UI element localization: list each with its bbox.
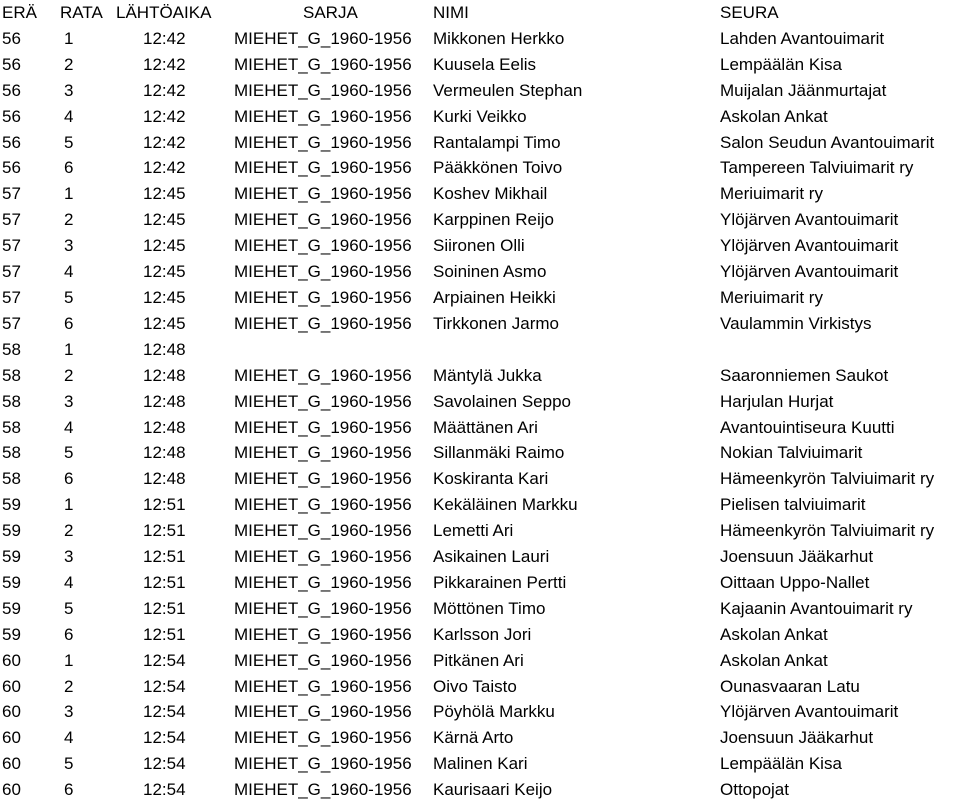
cell-sarja: MIEHET_G_1960-1956 xyxy=(234,780,412,800)
cell-nimi: Kekäläinen Markku xyxy=(433,495,578,515)
cell-sarja: MIEHET_G_1960-1956 xyxy=(234,287,412,307)
cell-nimi: Kaurisaari Keijo xyxy=(433,780,553,800)
cell-era: 57 xyxy=(2,210,21,230)
table-row xyxy=(0,207,960,233)
cell-nimi: Rantalampi Timo xyxy=(433,132,561,152)
cell-lahtoaika: 12:42 xyxy=(143,28,186,48)
cell-seura: Ylöjärven Avantouimarit xyxy=(720,702,899,722)
cell-era: 59 xyxy=(2,547,21,567)
cell-nimi: Koskiranta Kari xyxy=(433,469,549,489)
cell-era: 57 xyxy=(2,184,21,204)
table-row xyxy=(0,674,960,700)
cell-lahtoaika: 12:51 xyxy=(143,572,186,592)
cell-seura: Askolan Ankat xyxy=(720,624,828,644)
cell-sarja: MIEHET_G_1960-1956 xyxy=(234,624,412,644)
cell-sarja: MIEHET_G_1960-1956 xyxy=(234,443,412,463)
cell-lahtoaika: 12:42 xyxy=(143,80,186,100)
table-row xyxy=(0,233,960,259)
table-row xyxy=(0,544,960,570)
cell-rata: 2 xyxy=(64,676,74,696)
cell-rata: 1 xyxy=(64,650,74,670)
cell-rata: 3 xyxy=(64,236,74,256)
cell-nimi: Siironen Olli xyxy=(433,236,525,256)
cell-lahtoaika: 12:51 xyxy=(143,547,186,567)
cell-era: 58 xyxy=(2,339,21,359)
table-row xyxy=(0,389,960,415)
cell-nimi: Kärnä Arto xyxy=(433,728,514,748)
cell-era: 60 xyxy=(2,650,21,670)
table-row xyxy=(0,78,960,104)
cell-rata: 5 xyxy=(64,754,74,774)
cell-seura: Pielisen talviuimarit xyxy=(720,495,866,515)
cell-rata: 5 xyxy=(64,598,74,618)
table-row xyxy=(0,52,960,78)
cell-lahtoaika: 12:42 xyxy=(143,54,186,74)
table-row xyxy=(0,155,960,181)
cell-sarja: MIEHET_G_1960-1956 xyxy=(234,702,412,722)
cell-seura: Oittaan Uppo-Nallet xyxy=(720,572,870,592)
column-header-rata: RATA xyxy=(60,3,103,22)
cell-rata: 4 xyxy=(64,106,74,126)
cell-era: 58 xyxy=(2,469,21,489)
cell-rata: 5 xyxy=(64,287,74,307)
table-row xyxy=(0,259,960,285)
cell-era: 60 xyxy=(2,780,21,800)
cell-sarja: MIEHET_G_1960-1956 xyxy=(234,313,412,333)
cell-lahtoaika: 12:48 xyxy=(143,443,186,463)
cell-seura: Ylöjärven Avantouimarit xyxy=(720,262,899,282)
cell-era: 59 xyxy=(2,624,21,644)
cell-rata: 3 xyxy=(64,702,74,722)
cell-lahtoaika: 12:48 xyxy=(143,365,186,385)
cell-nimi: Pikkarainen Pertti xyxy=(433,572,567,592)
cell-sarja: MIEHET_G_1960-1956 xyxy=(234,521,412,541)
cell-rata: 2 xyxy=(64,54,74,74)
cell-rata: 4 xyxy=(64,572,74,592)
cell-nimi: Pöyhölä Markku xyxy=(433,702,555,722)
table-body xyxy=(0,26,960,803)
cell-lahtoaika: 12:51 xyxy=(143,624,186,644)
cell-sarja: MIEHET_G_1960-1956 xyxy=(234,210,412,230)
table-row xyxy=(0,104,960,130)
cell-sarja: MIEHET_G_1960-1956 xyxy=(234,650,412,670)
cell-era: 58 xyxy=(2,417,21,437)
cell-rata: 6 xyxy=(64,624,74,644)
cell-nimi: Malinen Kari xyxy=(433,754,528,774)
cell-rata: 4 xyxy=(64,728,74,748)
cell-lahtoaika: 12:54 xyxy=(143,754,186,774)
cell-era: 57 xyxy=(2,236,21,256)
cell-lahtoaika: 12:42 xyxy=(143,158,186,178)
table-row xyxy=(0,285,960,311)
table-row xyxy=(0,440,960,466)
column-header-era: ERÄ xyxy=(2,3,37,22)
table-row xyxy=(0,492,960,518)
cell-rata: 3 xyxy=(64,80,74,100)
table-row xyxy=(0,751,960,777)
table-row xyxy=(0,415,960,441)
cell-rata: 3 xyxy=(64,391,74,411)
cell-seura: Kajaanin Avantouimarit ry xyxy=(720,598,913,618)
cell-seura: Avantouintiseura Kuutti xyxy=(720,417,895,437)
cell-lahtoaika: 12:42 xyxy=(143,106,186,126)
cell-nimi: Vermeulen Stephan xyxy=(433,80,583,100)
cell-rata: 1 xyxy=(64,495,74,515)
cell-sarja: MIEHET_G_1960-1956 xyxy=(234,391,412,411)
cell-seura: Ounasvaaran Latu xyxy=(720,676,860,696)
cell-rata: 3 xyxy=(64,547,74,567)
cell-nimi: Pitkänen Ari xyxy=(433,650,524,670)
cell-rata: 4 xyxy=(64,417,74,437)
cell-seura: Lempäälän Kisa xyxy=(720,754,842,774)
cell-nimi: Koshev Mikhail xyxy=(433,184,548,204)
cell-lahtoaika: 12:45 xyxy=(143,184,186,204)
cell-rata: 6 xyxy=(64,313,74,333)
cell-nimi: Pääkkönen Toivo xyxy=(433,158,563,178)
column-header-lahtoaika: LÄHTÖAIKA xyxy=(116,3,212,22)
cell-sarja: MIEHET_G_1960-1956 xyxy=(234,158,412,178)
cell-nimi: Kuusela Eelis xyxy=(433,54,537,74)
cell-era: 60 xyxy=(2,754,21,774)
table-row xyxy=(0,466,960,492)
cell-sarja: MIEHET_G_1960-1956 xyxy=(234,54,412,74)
cell-rata: 1 xyxy=(64,28,74,48)
cell-lahtoaika: 12:45 xyxy=(143,287,186,307)
cell-era: 56 xyxy=(2,132,21,152)
cell-lahtoaika: 12:48 xyxy=(143,417,186,437)
cell-sarja: MIEHET_G_1960-1956 xyxy=(234,80,412,100)
table-row xyxy=(0,725,960,751)
cell-nimi xyxy=(428,337,720,363)
cell-sarja: MIEHET_G_1960-1956 xyxy=(234,262,412,282)
cell-seura: Ottopojat xyxy=(720,780,789,800)
cell-nimi: Mikkonen Herkko xyxy=(433,28,565,48)
cell-rata: 6 xyxy=(64,469,74,489)
cell-rata: 2 xyxy=(64,365,74,385)
cell-nimi: Savolainen Seppo xyxy=(433,391,572,411)
cell-era: 56 xyxy=(2,54,21,74)
cell-lahtoaika: 12:54 xyxy=(143,650,186,670)
table-row xyxy=(0,181,960,207)
cell-sarja: MIEHET_G_1960-1956 xyxy=(234,572,412,592)
cell-nimi: Määttänen Ari xyxy=(433,417,538,437)
table-row xyxy=(0,130,960,156)
cell-rata: 2 xyxy=(64,210,74,230)
table-row xyxy=(0,311,960,337)
cell-lahtoaika: 12:45 xyxy=(143,210,186,230)
cell-era: 58 xyxy=(2,365,21,385)
cell-rata: 5 xyxy=(64,443,74,463)
table-row xyxy=(0,363,960,389)
cell-era: 59 xyxy=(2,495,21,515)
cell-seura: Ylöjärven Avantouimarit xyxy=(720,210,899,230)
table-row xyxy=(0,337,960,363)
column-header-sarja: SARJA xyxy=(303,3,358,22)
cell-sarja: MIEHET_G_1960-1956 xyxy=(234,598,412,618)
cell-seura: Hämeenkyrön Talviuimarit ry xyxy=(720,521,935,541)
cell-sarja: MIEHET_G_1960-1956 xyxy=(234,469,412,489)
cell-era: 56 xyxy=(2,80,21,100)
table-row xyxy=(0,622,960,648)
cell-lahtoaika: 12:42 xyxy=(143,132,186,152)
cell-rata: 6 xyxy=(64,780,74,800)
cell-sarja: MIEHET_G_1960-1956 xyxy=(234,754,412,774)
table-row xyxy=(0,777,960,803)
cell-era: 57 xyxy=(2,313,21,333)
cell-era: 57 xyxy=(2,287,21,307)
column-header-nimi: NIMI xyxy=(433,3,469,22)
cell-rata: 6 xyxy=(64,158,74,178)
cell-era: 58 xyxy=(2,391,21,411)
cell-sarja: MIEHET_G_1960-1956 xyxy=(234,728,412,748)
cell-sarja: MIEHET_G_1960-1956 xyxy=(234,184,412,204)
cell-sarja: MIEHET_G_1960-1956 xyxy=(234,495,412,515)
cell-seura: Hämeenkyrön Talviuimarit ry xyxy=(720,469,935,489)
cell-era: 60 xyxy=(2,702,21,722)
cell-era: 58 xyxy=(2,443,21,463)
cell-nimi: Lemetti Ari xyxy=(433,521,514,541)
cell-nimi: Asikainen Lauri xyxy=(433,547,550,567)
cell-seura: Tampereen Talviuimarit ry xyxy=(720,158,914,178)
cell-seura: Joensuun Jääkarhut xyxy=(720,728,874,748)
cell-lahtoaika: 12:45 xyxy=(143,262,186,282)
table-row xyxy=(0,518,960,544)
table-header xyxy=(0,0,960,26)
cell-rata: 1 xyxy=(64,184,74,204)
cell-era: 59 xyxy=(2,598,21,618)
cell-nimi: Karppinen Reijo xyxy=(433,210,554,230)
cell-lahtoaika: 12:48 xyxy=(143,391,186,411)
cell-lahtoaika: 12:45 xyxy=(143,236,186,256)
cell-lahtoaika: 12:54 xyxy=(143,780,186,800)
cell-era: 56 xyxy=(2,158,21,178)
cell-seura: Lempäälän Kisa xyxy=(720,54,842,74)
cell-seura: Nokian Talviuimarit xyxy=(720,443,863,463)
cell-seura: Ylöjärven Avantouimarit xyxy=(720,236,899,256)
cell-lahtoaika: 12:51 xyxy=(143,495,186,515)
cell-nimi: Arpiainen Heikki xyxy=(433,287,556,307)
cell-era: 60 xyxy=(2,728,21,748)
cell-nimi: Sillanmäki Raimo xyxy=(433,443,565,463)
cell-era: 59 xyxy=(2,521,21,541)
cell-nimi: Kurki Veikko xyxy=(433,106,527,126)
table-row xyxy=(0,699,960,725)
table-row xyxy=(0,26,960,52)
cell-seura: Meriuimarit ry xyxy=(720,184,823,204)
cell-sarja: MIEHET_G_1960-1956 xyxy=(234,676,412,696)
cell-lahtoaika: 12:48 xyxy=(143,469,186,489)
cell-nimi: Möttönen Timo xyxy=(433,598,546,618)
table-row xyxy=(0,596,960,622)
cell-sarja: MIEHET_G_1960-1956 xyxy=(234,106,412,126)
cell-rata: 4 xyxy=(64,262,74,282)
cell-lahtoaika: 12:51 xyxy=(143,521,186,541)
cell-seura: Harjulan Hurjat xyxy=(720,391,834,411)
cell-sarja: MIEHET_G_1960-1956 xyxy=(234,417,412,437)
cell-lahtoaika: 12:54 xyxy=(143,676,186,696)
cell-era: 59 xyxy=(2,572,21,592)
cell-lahtoaika: 12:54 xyxy=(143,702,186,722)
cell-rata: 1 xyxy=(64,339,74,359)
cell-nimi: Soininen Asmo xyxy=(433,262,547,282)
cell-era: 56 xyxy=(2,28,21,48)
cell-nimi: Mäntylä Jukka xyxy=(433,365,542,385)
cell-seura: Salon Seudun Avantouimarit xyxy=(720,132,935,152)
cell-seura: Askolan Ankat xyxy=(720,106,828,126)
cell-nimi: Oivo Taisto xyxy=(433,676,517,696)
column-header-seura: SEURA xyxy=(720,3,779,22)
cell-era: 60 xyxy=(2,676,21,696)
cell-sarja: MIEHET_G_1960-1956 xyxy=(234,236,412,256)
table-row xyxy=(0,570,960,596)
cell-era: 56 xyxy=(2,106,21,126)
cell-sarja xyxy=(234,337,428,363)
cell-rata: 2 xyxy=(64,521,74,541)
cell-nimi: Karlsson Jori xyxy=(433,624,532,644)
cell-seura: Meriuimarit ry xyxy=(720,287,823,307)
table-row xyxy=(0,648,960,674)
cell-rata: 5 xyxy=(64,132,74,152)
cell-seura: Muijalan Jäänmurtajat xyxy=(720,80,887,100)
cell-lahtoaika: 12:54 xyxy=(143,728,186,748)
cell-seura: Lahden Avantouimarit xyxy=(720,28,885,48)
cell-seura: Askolan Ankat xyxy=(720,650,828,670)
cell-seura: Saaronniemen Saukot xyxy=(720,365,889,385)
cell-seura: Joensuun Jääkarhut xyxy=(720,547,874,567)
cell-sarja: MIEHET_G_1960-1956 xyxy=(234,132,412,152)
cell-era: 57 xyxy=(2,262,21,282)
cell-lahtoaika: 12:45 xyxy=(143,313,186,333)
cell-nimi: Tirkkonen Jarmo xyxy=(433,313,559,333)
cell-lahtoaika: 12:48 xyxy=(143,339,186,359)
header-row xyxy=(0,0,960,26)
cell-sarja: MIEHET_G_1960-1956 xyxy=(234,28,412,48)
cell-seura xyxy=(720,337,960,363)
cell-sarja: MIEHET_G_1960-1956 xyxy=(234,365,412,385)
cell-seura: Vaulammin Virkistys xyxy=(720,313,872,333)
cell-lahtoaika: 12:51 xyxy=(143,598,186,618)
cell-sarja: MIEHET_G_1960-1956 xyxy=(234,547,412,567)
